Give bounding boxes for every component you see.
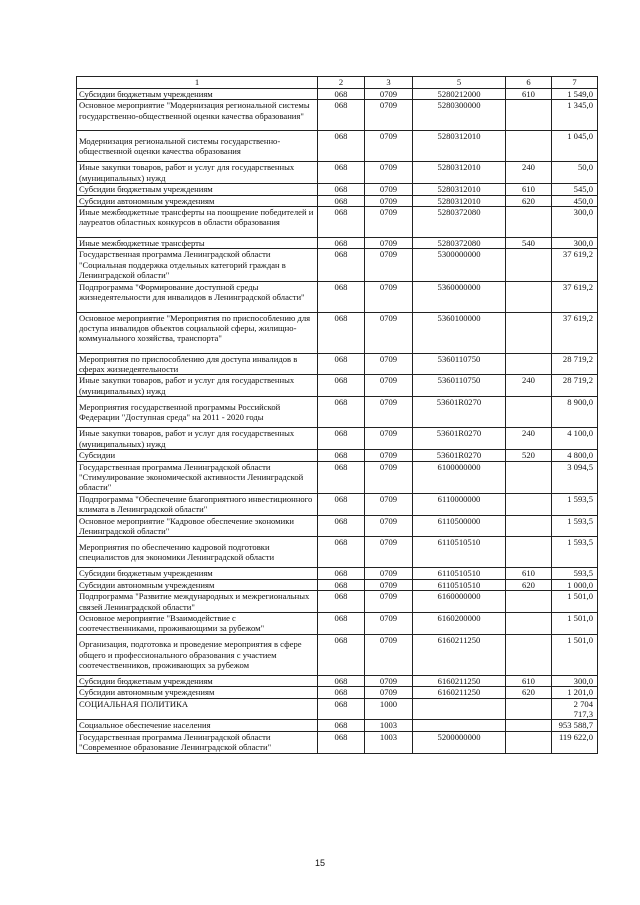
row-target-code: 5360110750 (413, 375, 506, 397)
row-section-code: 0709 (365, 281, 413, 312)
row-amount: 300,0 (552, 238, 598, 249)
row-target-code: 5360100000 (413, 312, 506, 353)
table-row (77, 131, 598, 162)
table-row (77, 428, 598, 450)
row-amount: 450,0 (552, 195, 598, 206)
table-row (77, 249, 598, 281)
row-expense-type: 240 (506, 162, 552, 184)
row-target-code: 5280312010 (413, 162, 506, 184)
row-amount: 1 501,0 (552, 634, 598, 675)
table-row (77, 375, 598, 397)
row-section-code: 0709 (365, 612, 413, 634)
row-name-cell: Субсидии автономным учреждениям (77, 579, 318, 590)
row-name-cell: Иные закупки товаров, работ и услуг для государственных (муниципальных) нужд (77, 375, 318, 397)
row-name-cell: Социальное обеспечение населения (77, 720, 318, 731)
row-name-cell: Мероприятия по обеспечению кадровой подготовки специалистов для экономики Ленинградской области (77, 537, 318, 568)
row-name-cell: Субсидии автономным учреждениям (77, 195, 318, 206)
row-name-cell: Мероприятия государственной программы Российской Федерации "Доступная среда" на 2011 - 2020 годы (77, 397, 318, 428)
row-amount: 2 704 717,3 (552, 698, 598, 720)
row-target-code: 5300000000 (413, 249, 506, 281)
row-amount: 300,0 (552, 207, 598, 238)
row-ministry-code: 068 (318, 312, 365, 353)
row-expense-type (506, 281, 552, 312)
table-row (77, 612, 598, 634)
row-section-code: 0709 (365, 375, 413, 397)
row-target-code: 5280300000 (413, 100, 506, 131)
header-cell: 1 (77, 77, 318, 89)
row-target-code: 6110510510 (413, 568, 506, 579)
row-expense-type (506, 537, 552, 568)
row-name-cell: Основное мероприятие "Модернизация региональной системы государственно-общественной оценки качества образования" (77, 100, 318, 131)
row-section-code: 0709 (365, 162, 413, 184)
row-target-code: 6160211250 (413, 687, 506, 698)
row-expense-type (506, 312, 552, 353)
table-row (77, 207, 598, 238)
row-expense-type (506, 591, 552, 613)
table-row (77, 687, 598, 698)
row-name-cell: Субсидии бюджетным учреждениям (77, 675, 318, 686)
row-name-cell: СОЦИАЛЬНАЯ ПОЛИТИКА (77, 698, 318, 720)
row-target-code: 53601R0270 (413, 450, 506, 461)
table-row (77, 675, 598, 686)
row-expense-type: 610 (506, 89, 552, 100)
table-row (77, 281, 598, 312)
row-amount: 37 619,2 (552, 249, 598, 281)
row-amount: 1 501,0 (552, 612, 598, 634)
row-ministry-code: 068 (318, 493, 365, 515)
row-section-code: 0709 (365, 397, 413, 428)
row-target-code: 5280312010 (413, 131, 506, 162)
table-row (77, 493, 598, 515)
row-target-code: 6110510510 (413, 579, 506, 590)
row-name-cell: Иные закупки товаров, работ и услуг для государственных (муниципальных) нужд (77, 428, 318, 450)
row-section-code: 0709 (365, 312, 413, 353)
row-target-code: 6160000000 (413, 591, 506, 613)
row-section-code: 0709 (365, 579, 413, 590)
row-name-cell: Иные закупки товаров, работ и услуг для государственных (муниципальных) нужд (77, 162, 318, 184)
row-ministry-code: 068 (318, 184, 365, 195)
row-target-code (413, 698, 506, 720)
row-expense-type: 620 (506, 195, 552, 206)
row-expense-type: 240 (506, 428, 552, 450)
row-name-cell: Субсидии бюджетным учреждениям (77, 89, 318, 100)
row-amount: 1 593,5 (552, 537, 598, 568)
row-expense-type: 240 (506, 375, 552, 397)
row-ministry-code: 068 (318, 720, 365, 731)
row-amount: 1 593,5 (552, 493, 598, 515)
row-expense-type: 620 (506, 579, 552, 590)
row-ministry-code: 068 (318, 612, 365, 634)
row-ministry-code: 068 (318, 238, 365, 249)
row-ministry-code: 068 (318, 249, 365, 281)
table-row (77, 100, 598, 131)
row-target-code (413, 720, 506, 731)
header-cell: 3 (365, 77, 413, 89)
row-ministry-code: 068 (318, 537, 365, 568)
row-ministry-code: 068 (318, 698, 365, 720)
row-ministry-code: 068 (318, 568, 365, 579)
row-target-code: 6160200000 (413, 612, 506, 634)
row-target-code: 5360000000 (413, 281, 506, 312)
row-ministry-code: 068 (318, 375, 365, 397)
table-row (77, 162, 598, 184)
row-amount: 545,0 (552, 184, 598, 195)
row-section-code: 0709 (365, 537, 413, 568)
row-amount: 1 593,5 (552, 515, 598, 537)
row-ministry-code: 068 (318, 131, 365, 162)
row-amount: 1 201,0 (552, 687, 598, 698)
row-expense-type (506, 353, 552, 375)
row-ministry-code: 068 (318, 207, 365, 238)
row-expense-type: 620 (506, 687, 552, 698)
row-expense-type (506, 461, 552, 493)
row-ministry-code: 068 (318, 591, 365, 613)
row-target-code: 53601R0270 (413, 428, 506, 450)
row-expense-type (506, 612, 552, 634)
row-amount: 1 000,0 (552, 579, 598, 590)
table-body (77, 89, 598, 754)
row-section-code: 0709 (365, 461, 413, 493)
row-target-code: 5280372080 (413, 207, 506, 238)
table-row (77, 461, 598, 493)
row-amount: 37 619,2 (552, 281, 598, 312)
row-name-cell: Субсидии автономным учреждениям (77, 687, 318, 698)
row-name-cell: Основное мероприятие "Взаимодействие с соотечественниками, проживающими за рубежом" (77, 612, 318, 634)
row-expense-type (506, 720, 552, 731)
row-name-cell: Субсидии бюджетным учреждениям (77, 184, 318, 195)
row-name-cell: Мероприятия по приспособлению для доступа инвалидов в сферах жизнедеятельности (77, 353, 318, 375)
row-target-code: 5280312010 (413, 195, 506, 206)
row-amount: 50,0 (552, 162, 598, 184)
row-section-code: 0709 (365, 238, 413, 249)
row-target-code: 6160211250 (413, 675, 506, 686)
row-amount: 37 619,2 (552, 312, 598, 353)
table-row (77, 312, 598, 353)
page-number: 15 (314, 858, 325, 868)
row-amount: 4 800,0 (552, 450, 598, 461)
row-section-code: 1003 (365, 731, 413, 753)
row-name-cell: Организация, подготовка и проведение мероприятия в сфере общего и профессионального образования с участием соотечественников, проживающих за рубежом (77, 634, 318, 675)
row-expense-type: 520 (506, 450, 552, 461)
row-ministry-code: 068 (318, 397, 365, 428)
row-target-code: 5200000000 (413, 731, 506, 753)
row-section-code: 0709 (365, 493, 413, 515)
row-expense-type: 610 (506, 184, 552, 195)
table-row (77, 698, 598, 720)
row-section-code: 0709 (365, 428, 413, 450)
row-amount: 953 588,7 (552, 720, 598, 731)
row-ministry-code: 068 (318, 579, 365, 590)
row-ministry-code: 068 (318, 634, 365, 675)
row-expense-type (506, 731, 552, 753)
row-name-cell: Основное мероприятие "Мероприятия по приспособлению для доступа инвалидов объектов социальной сферы, жилищно-коммунального хозяйства, транспорта" (77, 312, 318, 353)
table-row (77, 568, 598, 579)
row-expense-type (506, 698, 552, 720)
row-amount: 1 345,0 (552, 100, 598, 131)
row-ministry-code: 068 (318, 687, 365, 698)
row-ministry-code: 068 (318, 162, 365, 184)
row-target-code: 53601R0270 (413, 397, 506, 428)
table-row (77, 720, 598, 731)
row-target-code: 6110500000 (413, 515, 506, 537)
row-ministry-code: 068 (318, 450, 365, 461)
row-target-code: 5280212000 (413, 89, 506, 100)
row-target-code: 5280312010 (413, 184, 506, 195)
row-target-code: 6100000000 (413, 461, 506, 493)
row-expense-type (506, 397, 552, 428)
table-row (77, 515, 598, 537)
row-ministry-code: 068 (318, 515, 365, 537)
row-name-cell: Подпрограмма "Развитие международных и межрегиональных связей Ленинградской области" (77, 591, 318, 613)
table-row (77, 89, 598, 100)
row-expense-type: 540 (506, 238, 552, 249)
row-expense-type: 610 (506, 568, 552, 579)
row-ministry-code: 068 (318, 461, 365, 493)
row-amount: 4 100,0 (552, 428, 598, 450)
row-section-code: 0709 (365, 687, 413, 698)
row-section-code: 0709 (365, 89, 413, 100)
row-ministry-code: 068 (318, 675, 365, 686)
row-section-code: 1000 (365, 698, 413, 720)
row-section-code: 0709 (365, 515, 413, 537)
row-target-code: 6110510510 (413, 537, 506, 568)
row-ministry-code: 068 (318, 428, 365, 450)
table-row (77, 397, 598, 428)
row-section-code: 0709 (365, 634, 413, 675)
row-amount: 1 549,0 (552, 89, 598, 100)
row-ministry-code: 068 (318, 353, 365, 375)
budget-table (76, 76, 598, 754)
row-amount: 119 622,0 (552, 731, 598, 753)
row-section-code: 0709 (365, 353, 413, 375)
row-expense-type (506, 249, 552, 281)
row-name-cell: Подпрограмма "Формирование доступной среды жизнедеятельности для инвалидов в Ленинградской области" (77, 281, 318, 312)
row-expense-type (506, 207, 552, 238)
table-row (77, 184, 598, 195)
row-expense-type (506, 634, 552, 675)
row-target-code: 5280372080 (413, 238, 506, 249)
row-expense-type (506, 131, 552, 162)
row-ministry-code: 068 (318, 195, 365, 206)
row-ministry-code: 068 (318, 731, 365, 753)
table-row (77, 238, 598, 249)
row-expense-type: 610 (506, 675, 552, 686)
row-amount: 1 501,0 (552, 591, 598, 613)
row-name-cell: Государственная программа Ленинградской области "Социальная поддержка отдельных категорий граждан в Ленинградской области" (77, 249, 318, 281)
row-amount: 300,0 (552, 675, 598, 686)
table-row (77, 450, 598, 461)
row-expense-type (506, 515, 552, 537)
table-row (77, 634, 598, 675)
row-section-code: 0709 (365, 131, 413, 162)
row-section-code: 1003 (365, 720, 413, 731)
row-ministry-code: 068 (318, 100, 365, 131)
row-amount: 28 719,2 (552, 353, 598, 375)
row-target-code: 5360110750 (413, 353, 506, 375)
row-name-cell: Иные межбюджетные трансферты на поощрение победителей и лауреатов областных конкурсов в области образования (77, 207, 318, 238)
row-name-cell: Основное мероприятие "Кадровое обеспечение экономики Ленинградской области" (77, 515, 318, 537)
row-section-code: 0709 (365, 207, 413, 238)
row-target-code: 6110000000 (413, 493, 506, 515)
row-ministry-code: 068 (318, 89, 365, 100)
row-name-cell: Государственная программа Ленинградской области "Современное образование Ленинградской области" (77, 731, 318, 753)
row-section-code: 0709 (365, 675, 413, 686)
header-cell: 6 (506, 77, 552, 89)
row-amount: 28 719,2 (552, 375, 598, 397)
row-amount: 1 045,0 (552, 131, 598, 162)
row-section-code: 0709 (365, 195, 413, 206)
header-cell: 2 (318, 77, 365, 89)
row-section-code: 0709 (365, 249, 413, 281)
row-name-cell: Модернизация региональной системы государственно-общественной оценки качества образования (77, 131, 318, 162)
table-row (77, 537, 598, 568)
table-header-row (77, 77, 598, 89)
row-amount: 3 094,5 (552, 461, 598, 493)
row-section-code: 0709 (365, 100, 413, 131)
row-ministry-code: 068 (318, 281, 365, 312)
row-amount: 593,5 (552, 568, 598, 579)
row-name-cell: Субсидии (77, 450, 318, 461)
row-target-code: 6160211250 (413, 634, 506, 675)
row-name-cell: Субсидии бюджетным учреждениям (77, 568, 318, 579)
table-row (77, 731, 598, 753)
row-name-cell: Подпрограмма "Обеспечение благоприятного инвестиционного климата в Ленинградской области" (77, 493, 318, 515)
table-row (77, 353, 598, 375)
row-name-cell: Иные межбюджетные трансферты (77, 238, 318, 249)
header-cell: 5 (413, 77, 506, 89)
table-row (77, 591, 598, 613)
row-expense-type (506, 493, 552, 515)
row-amount: 8 900,0 (552, 397, 598, 428)
header-cell: 7 (552, 77, 598, 89)
row-section-code: 0709 (365, 591, 413, 613)
row-expense-type (506, 100, 552, 131)
table-row (77, 195, 598, 206)
row-section-code: 0709 (365, 568, 413, 579)
table-row (77, 579, 598, 590)
row-section-code: 0709 (365, 450, 413, 461)
row-name-cell: Государственная программа Ленинградской области "Стимулирование экономической активности Ленинградской области" (77, 461, 318, 493)
row-section-code: 0709 (365, 184, 413, 195)
